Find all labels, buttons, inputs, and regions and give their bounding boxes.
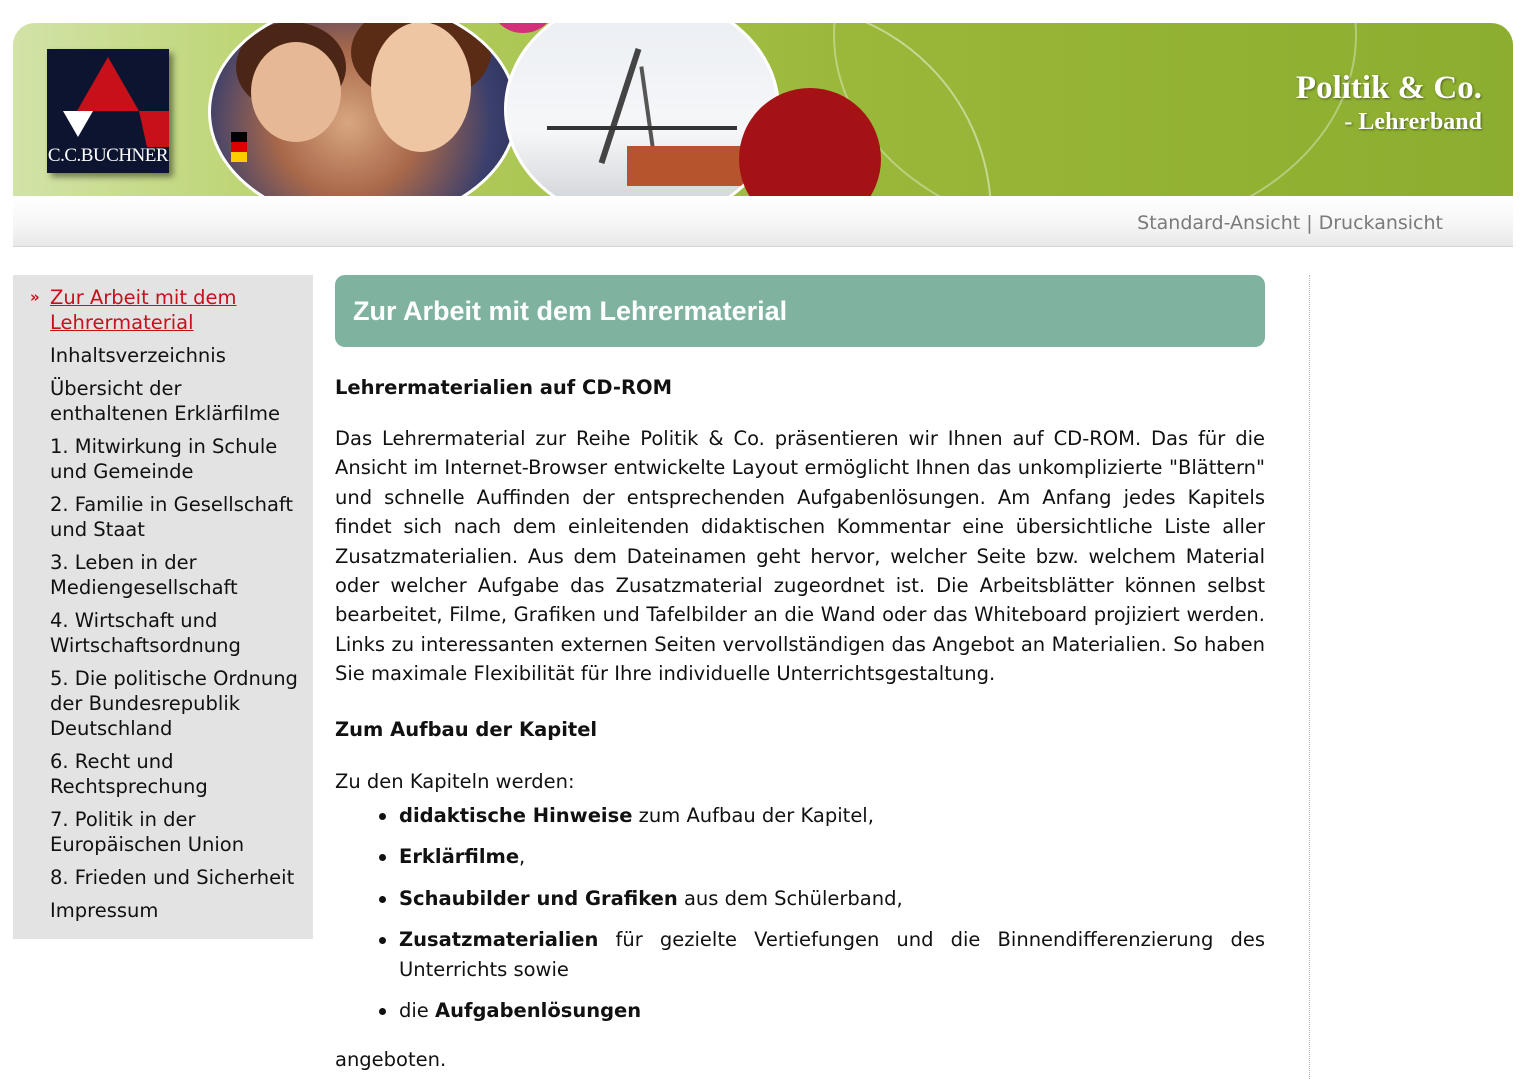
sidebar-item-erklaerfilme[interactable]: Übersicht der enthaltenen Erklärfilme <box>50 377 280 425</box>
sidebar-item-kapitel-6[interactable]: 6. Recht und Rechtsprechung <box>50 750 208 798</box>
site-title-sub: - Lehrerband <box>1344 109 1482 135</box>
bullet-icon <box>379 813 386 820</box>
sidebar-item-kapitel-1[interactable]: 1. Mitwirkung in Schule und Gemeinde <box>50 435 278 483</box>
german-flag-icon <box>231 132 247 162</box>
header-photo-harbor <box>504 23 780 196</box>
view-toggle-bar <box>13 196 1513 247</box>
sidebar-item-kapitel-7[interactable]: 7. Politik in der Europäischen Union <box>50 808 245 856</box>
sidebar-item-kapitel-5[interactable]: 5. Die politische Ordnung der Bundesrepublik Deutschland <box>50 667 298 740</box>
sidebar-item-kapitel-8[interactable]: 8. Frieden und Sicherheit <box>50 866 295 889</box>
sidebar-nav <box>13 275 313 939</box>
standard-view-link[interactable]: Standard-Ansicht <box>1137 212 1301 234</box>
print-view-link[interactable]: Druckansicht <box>1318 212 1443 234</box>
closing-text: angeboten. <box>335 1047 447 1071</box>
list-item: didaktische Hinweise zum Aufbau der Kapitel, <box>379 801 1265 830</box>
view-links-separator: | <box>1306 212 1313 234</box>
bullet-icon <box>379 896 386 903</box>
list-item: die Aufgabenlösungen <box>379 996 1265 1025</box>
bullet-icon <box>379 1008 386 1015</box>
list-item: Zusatzmaterialien für gezielte Vertiefungen und die Binnendifferenzierung des Unterrichts sowie <box>379 925 1265 984</box>
page-title: Zur Arbeit mit dem Lehrermaterial <box>335 275 1265 347</box>
section-text-cdrom: Das Lehrermaterial zur Reihe Politik & Co. präsentieren wir Ihnen auf CD-ROM. Das für die Ansicht im Internet-Browser entwickelte Layout ermöglicht Ihnen das unkomplizierte "Blättern" und schnelle Auffinden der entsprechenden Aufgabenlösungen. Am Anfang jedes Kapitels findet sich nach dem einleitenden didaktischen Kommentar eine übersichtliche Liste aller Zusatzmaterialien. Aus dem Dateinamen geht hervor, welcher Seite bzw. welchem Material oder welcher Aufgabe das Zusatzmaterial zugeordnet ist. Die Arbeitsblätter können selbst bearbeitet, Filme, Grafiken und Tafelbilder an die Wand oder das Whiteboard projiziert werden. Links zu interessanten externen Seiten vervollständigen das Angebot an Materialien. So haben Sie maximale Flexibilität für Ihre individuelle Unterrichtsgestaltung. <box>335 427 1265 686</box>
column-divider <box>1309 275 1310 1079</box>
sidebar-item-inhaltsverzeichnis[interactable]: Inhaltsverzeichnis <box>50 344 226 367</box>
chapter-contents-list <box>335 801 1265 1025</box>
section-intro-aufbau: Zu den Kapiteln werden: <box>335 769 575 793</box>
sidebar-item-kapitel-2[interactable]: 2. Familie in Gesellschaft und Staat <box>50 493 294 541</box>
bullet-icon <box>379 937 386 944</box>
publisher-logo[interactable] <box>47 49 169 173</box>
site-title <box>1296 69 1482 137</box>
sidebar-item-impressum[interactable]: Impressum <box>50 899 159 922</box>
logo-text: C.C.BUCHNER <box>47 145 169 166</box>
sidebar-item-kapitel-3[interactable]: 3. Leben in der Mediengesellschaft <box>50 551 238 599</box>
list-item: Schaubilder und Grafiken aus dem Schülerband, <box>379 884 1265 913</box>
sidebar-item-zur-arbeit[interactable]: » Zur Arbeit mit dem Lehrermaterial <box>30 286 237 334</box>
site-header <box>13 23 1513 196</box>
decorative-circle <box>833 23 1357 196</box>
site-title-main: Politik & Co. <box>1295 70 1482 106</box>
main-content <box>335 275 1265 1074</box>
section-heading-cdrom: Lehrermaterialien auf CD-ROM <box>335 376 673 399</box>
active-arrow-icon: » <box>30 288 40 306</box>
bullet-icon <box>379 854 386 861</box>
list-item: Erklärfilme, <box>379 842 1265 871</box>
header-photo-students <box>208 23 518 196</box>
section-heading-aufbau: Zum Aufbau der Kapitel <box>335 717 598 741</box>
sidebar-item-kapitel-4[interactable]: 4. Wirtschaft und Wirtschaftsordnung <box>50 609 241 657</box>
